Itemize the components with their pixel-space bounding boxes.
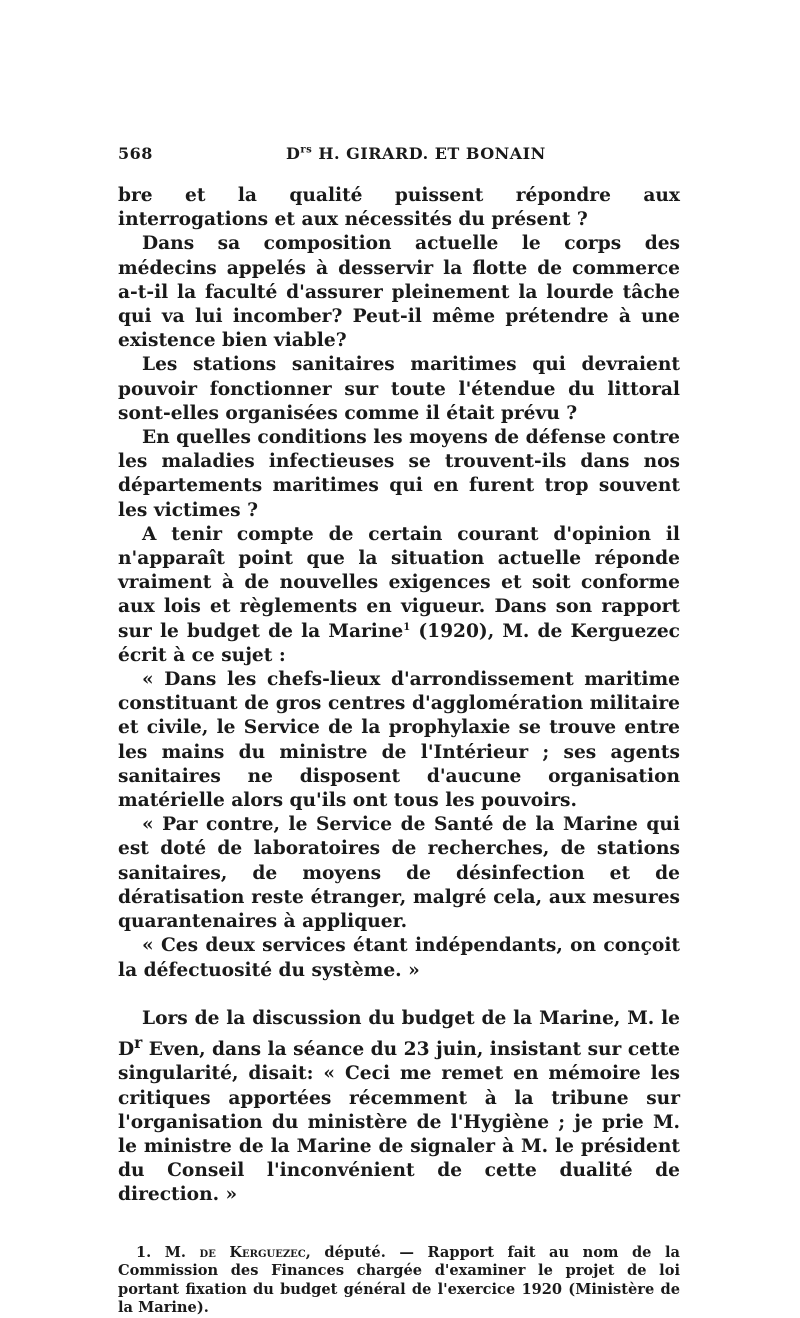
quotation-paragraph: « Dans les chefs-lieux d'arrondissement maritime constituant de gros centres d'agglomération militaire et civile, le Service de la prophylaxie se trouve entre les mains du ministre de l'Intérieur ; ses agents sanitaires ne disposent d'aucune organisation matérielle alors qu'ils ont tous les pouvoirs. <box>118 669 680 812</box>
paragraph-with-note <box>118 523 680 668</box>
paragraph-text: Lors de la discussion du budget de la Marine, M. le D <box>118 1007 680 1061</box>
document-page <box>118 140 680 1318</box>
footnote-author: de Kerguezec <box>199 1243 306 1261</box>
body-text <box>118 184 680 1208</box>
footnote-text <box>118 1244 680 1318</box>
running-title-sup: rs <box>300 144 313 156</box>
page-number: 568 <box>118 144 153 163</box>
footnote-body: , député. — Rapport fait au nom de la Commission des Finances chargée d'examiner le projet de loi portant fixation du budget général de l'exercice 1920 (Ministère de la Marine). <box>118 1243 680 1317</box>
paragraph-continuation: bre et la qualité puissent répondre aux interrogations et aux nécessités du présent ? <box>118 185 680 231</box>
paragraph: Les stations sanitaires maritimes qui devraient pouvoir fonctionner sur toute l'étendue du littoral sont-elles organisées comme il était prévu ? <box>118 354 680 424</box>
footnote <box>118 1244 680 1318</box>
running-title <box>286 144 546 163</box>
running-title-authors: H. GIRARD. ET BONAIN <box>312 144 546 163</box>
doctor-abbrev-sup: r <box>134 1032 143 1052</box>
paragraph: Dans sa composition actuelle le corps des médecins appelés à desservir la flotte de commerce a-t-il la faculté d'assurer pleinement la lourde tâche qui va lui incomber? Peut-il même prétendre à une existence bien viable? <box>118 233 680 352</box>
running-title-prefix: D <box>286 144 301 163</box>
quotation-paragraph: « Ces deux services étant indépendants, on conçoit la défectuosité du système. » <box>118 935 680 981</box>
paragraph-text: Even, dans la séance du 23 juin, insistant sur cette singularité, disait: « Ceci me remet en mémoire les critiques apportées récemment à la tribune sur l'organisation du ministère de l'Hygiène ; je prie M. le ministre de la Marine de signaler à M. le président du Conseil l'inconvénient de cette dualité de direction. » <box>118 1039 680 1206</box>
footnote-number: 1. M. <box>136 1243 200 1261</box>
running-head <box>118 140 680 170</box>
paragraph-text: A tenir compte de certain courant d'opinion il n'apparaît point que la situation actuelle réponde vraiment à de nouvelles exigences et soit conforme aux lois et règlements en vigueur. Dans son rapport sur le budget de la Marine <box>118 523 680 642</box>
footnote-reference[interactable]: 1 <box>403 621 411 633</box>
quotation-paragraph: « Par contre, le Service de Santé de la Marine qui est doté de laboratoires de recherches, de stations sanitaires, de moyens de désinfection et de dératisation reste étranger, malgré cela, aux mesures quarantenaires à appliquer. <box>118 814 680 933</box>
paragraph: En quelles conditions les moyens de défense contre les maladies infectieuses se trouvent-ils dans nos départements maritimes qui en furent trop souvent les victimes ? <box>118 427 680 521</box>
paragraph <box>118 1007 680 1208</box>
paragraph-text: (1920), M. de Kerguezec écrit à ce sujet : <box>118 620 680 666</box>
